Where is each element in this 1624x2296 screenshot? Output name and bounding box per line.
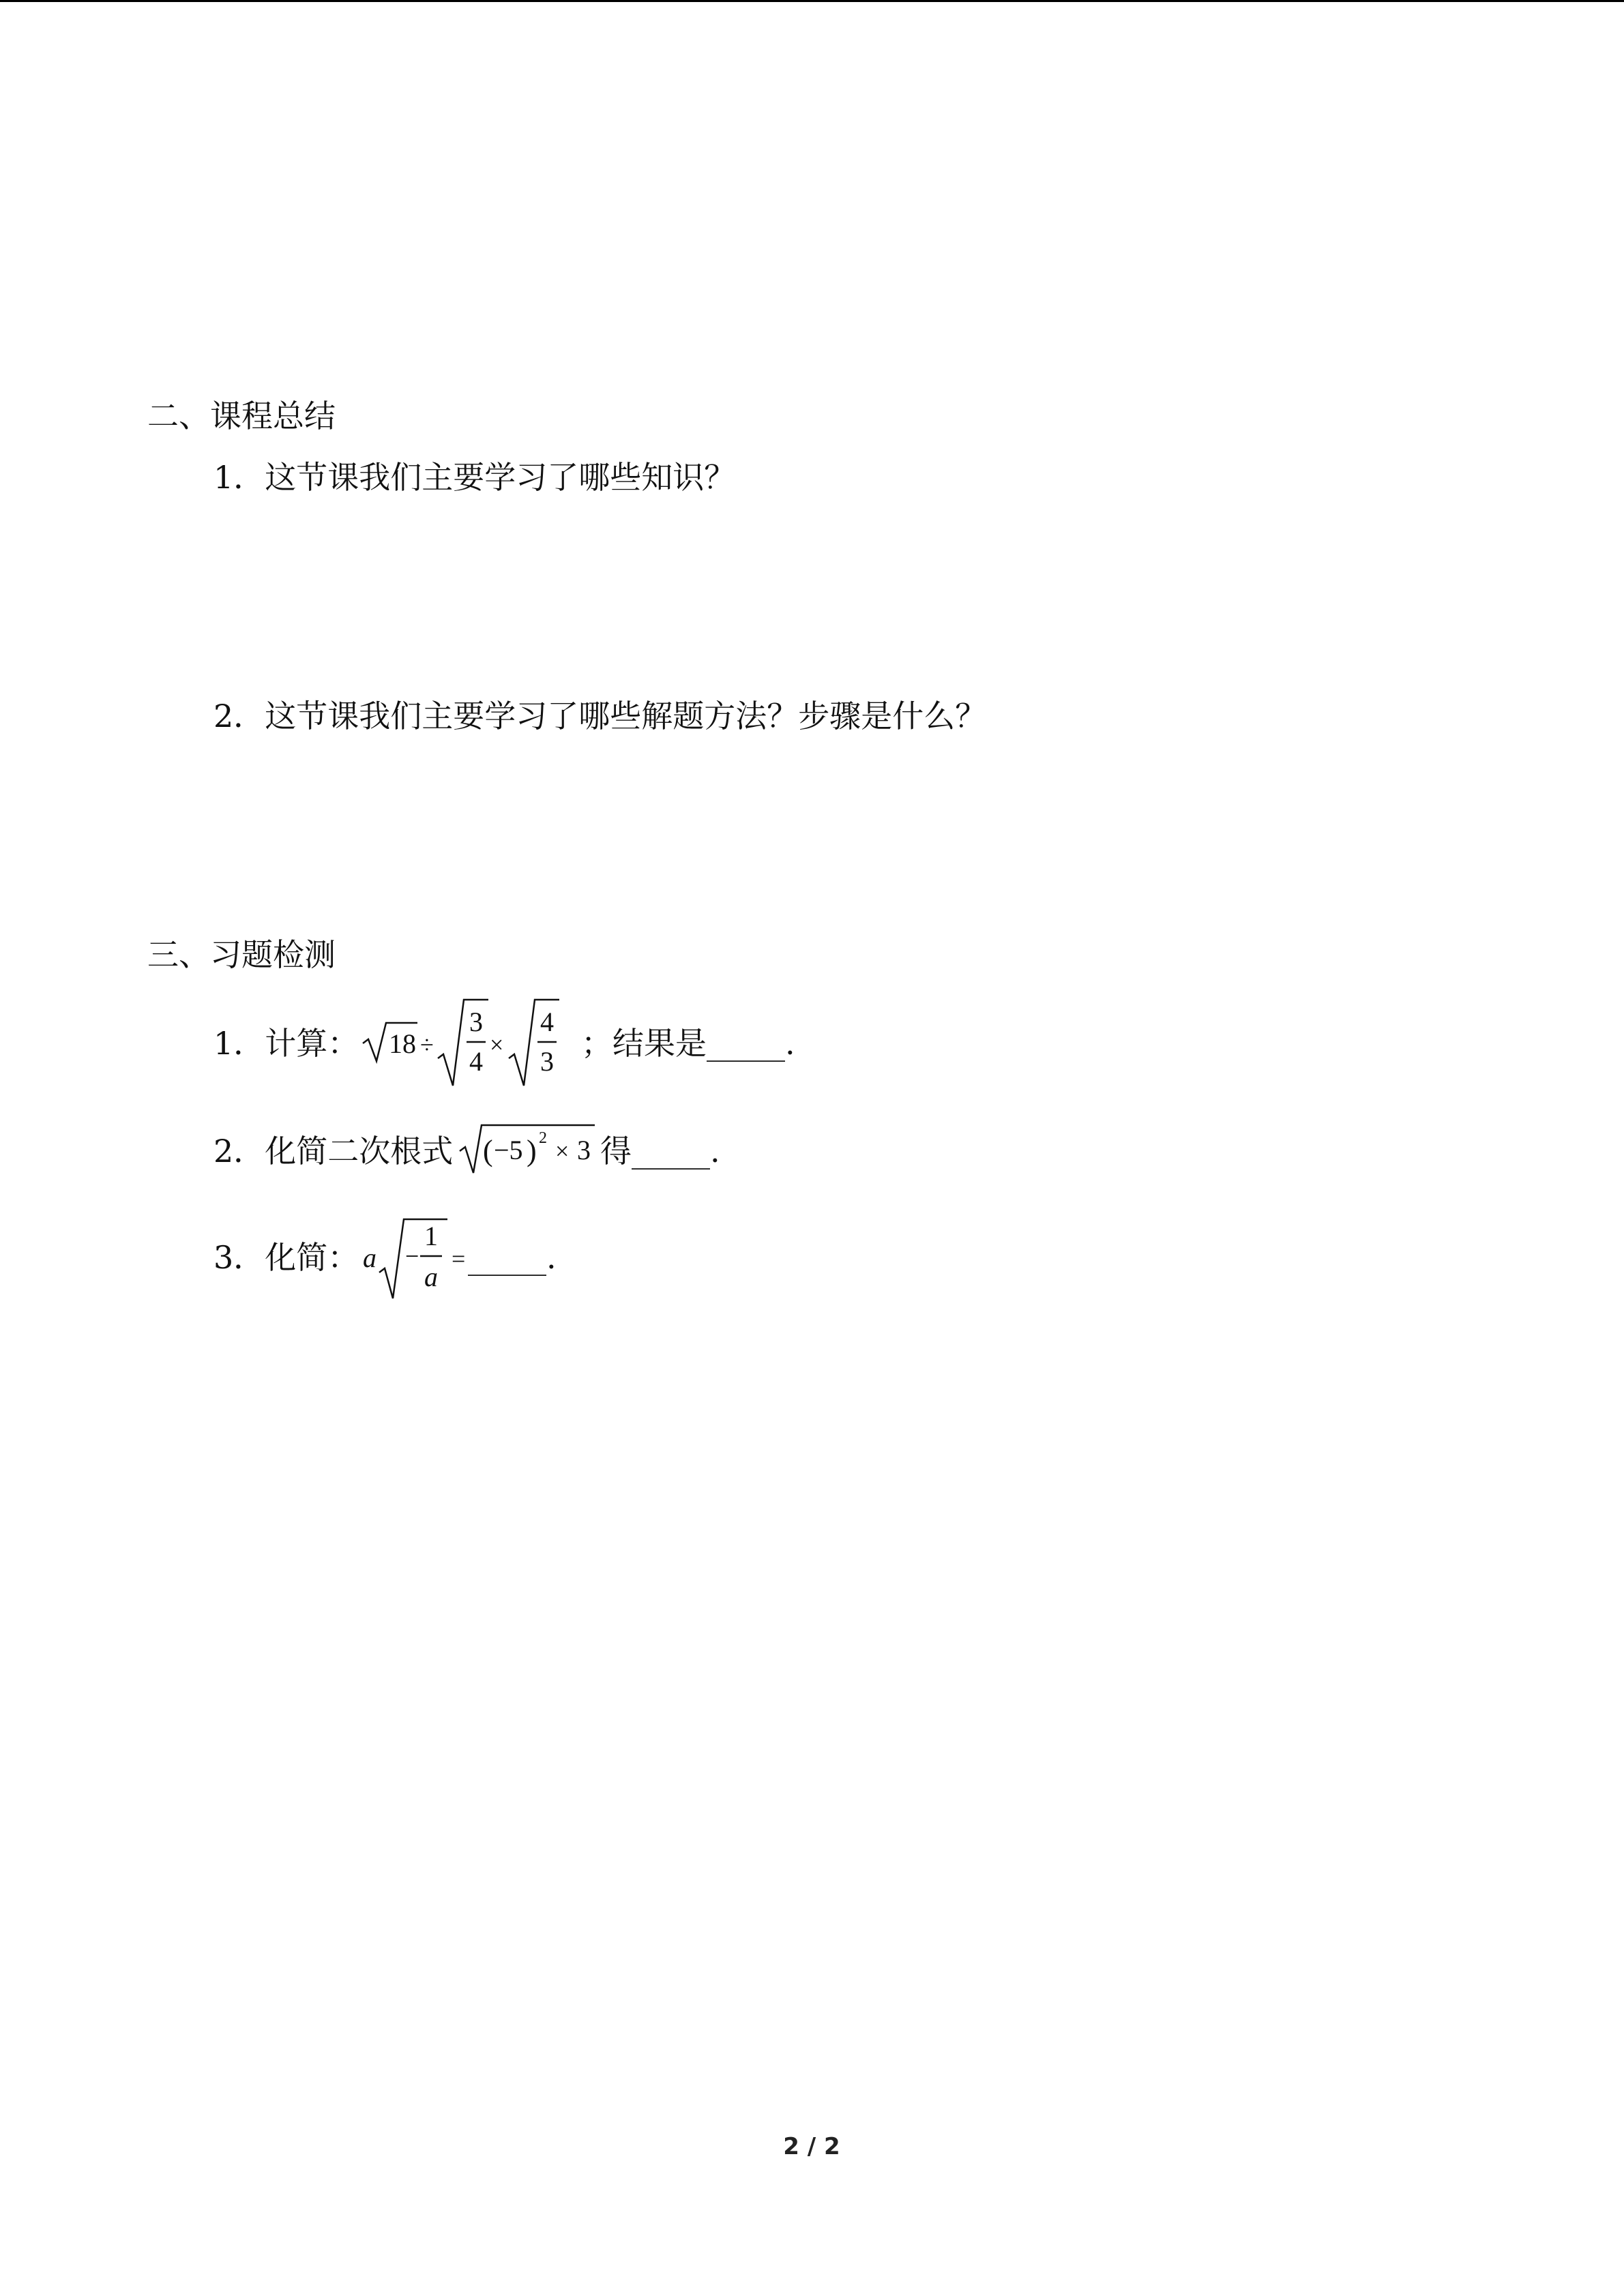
minus-sign: −: [405, 1242, 419, 1270]
exercise-3-suffix: _____.: [468, 1239, 557, 1276]
fraction-denominator: 3: [540, 1046, 554, 1077]
page-number: 2 / 2: [783, 2133, 840, 2160]
variable-a: a: [363, 1242, 377, 1273]
divide-sign: ÷: [420, 1031, 434, 1058]
factor-three: 3: [577, 1135, 591, 1165]
fraction-numerator: 4: [540, 1007, 554, 1037]
times-sign: ×: [490, 1031, 504, 1058]
exercise-1-prefix: 1．计算：: [213, 1025, 359, 1062]
summary-question-2: 2．这节课我们主要学习了哪些解题方法？步骤是什么？: [213, 698, 987, 734]
exercise-2-formula: [458, 1116, 602, 1177]
exercise-2-prefix: 2．化简二次根式: [213, 1133, 454, 1169]
fraction-denominator: a: [424, 1262, 438, 1292]
open-paren: (: [483, 1134, 493, 1167]
times-sign: ×: [555, 1137, 570, 1165]
exercise-3-formula: [361, 1210, 477, 1305]
radicand-18: 18: [389, 1028, 416, 1059]
equals-sign: =: [452, 1245, 466, 1272]
page-top-border: [0, 0, 1624, 2]
exercise-1-formula: [361, 996, 593, 1091]
exercise-2-suffix: 得_____.: [600, 1133, 720, 1169]
section-heading-exercises: 三、习题检测: [147, 936, 336, 973]
fraction-numerator: 1: [424, 1221, 438, 1251]
negative-five: −5: [494, 1135, 523, 1165]
exercise-1-suffix: ；结果是_____.: [581, 1025, 795, 1062]
fraction-denominator: 4: [469, 1046, 483, 1077]
fraction-numerator: 3: [469, 1007, 483, 1037]
summary-question-1: 1．这节课我们主要学习了哪些知识？: [213, 459, 736, 496]
close-paren: ): [527, 1134, 537, 1167]
exercise-3-prefix: 3．化简：: [213, 1239, 359, 1276]
exponent: 2: [539, 1129, 547, 1147]
section-heading-summary: 二、课程总结: [147, 398, 336, 434]
